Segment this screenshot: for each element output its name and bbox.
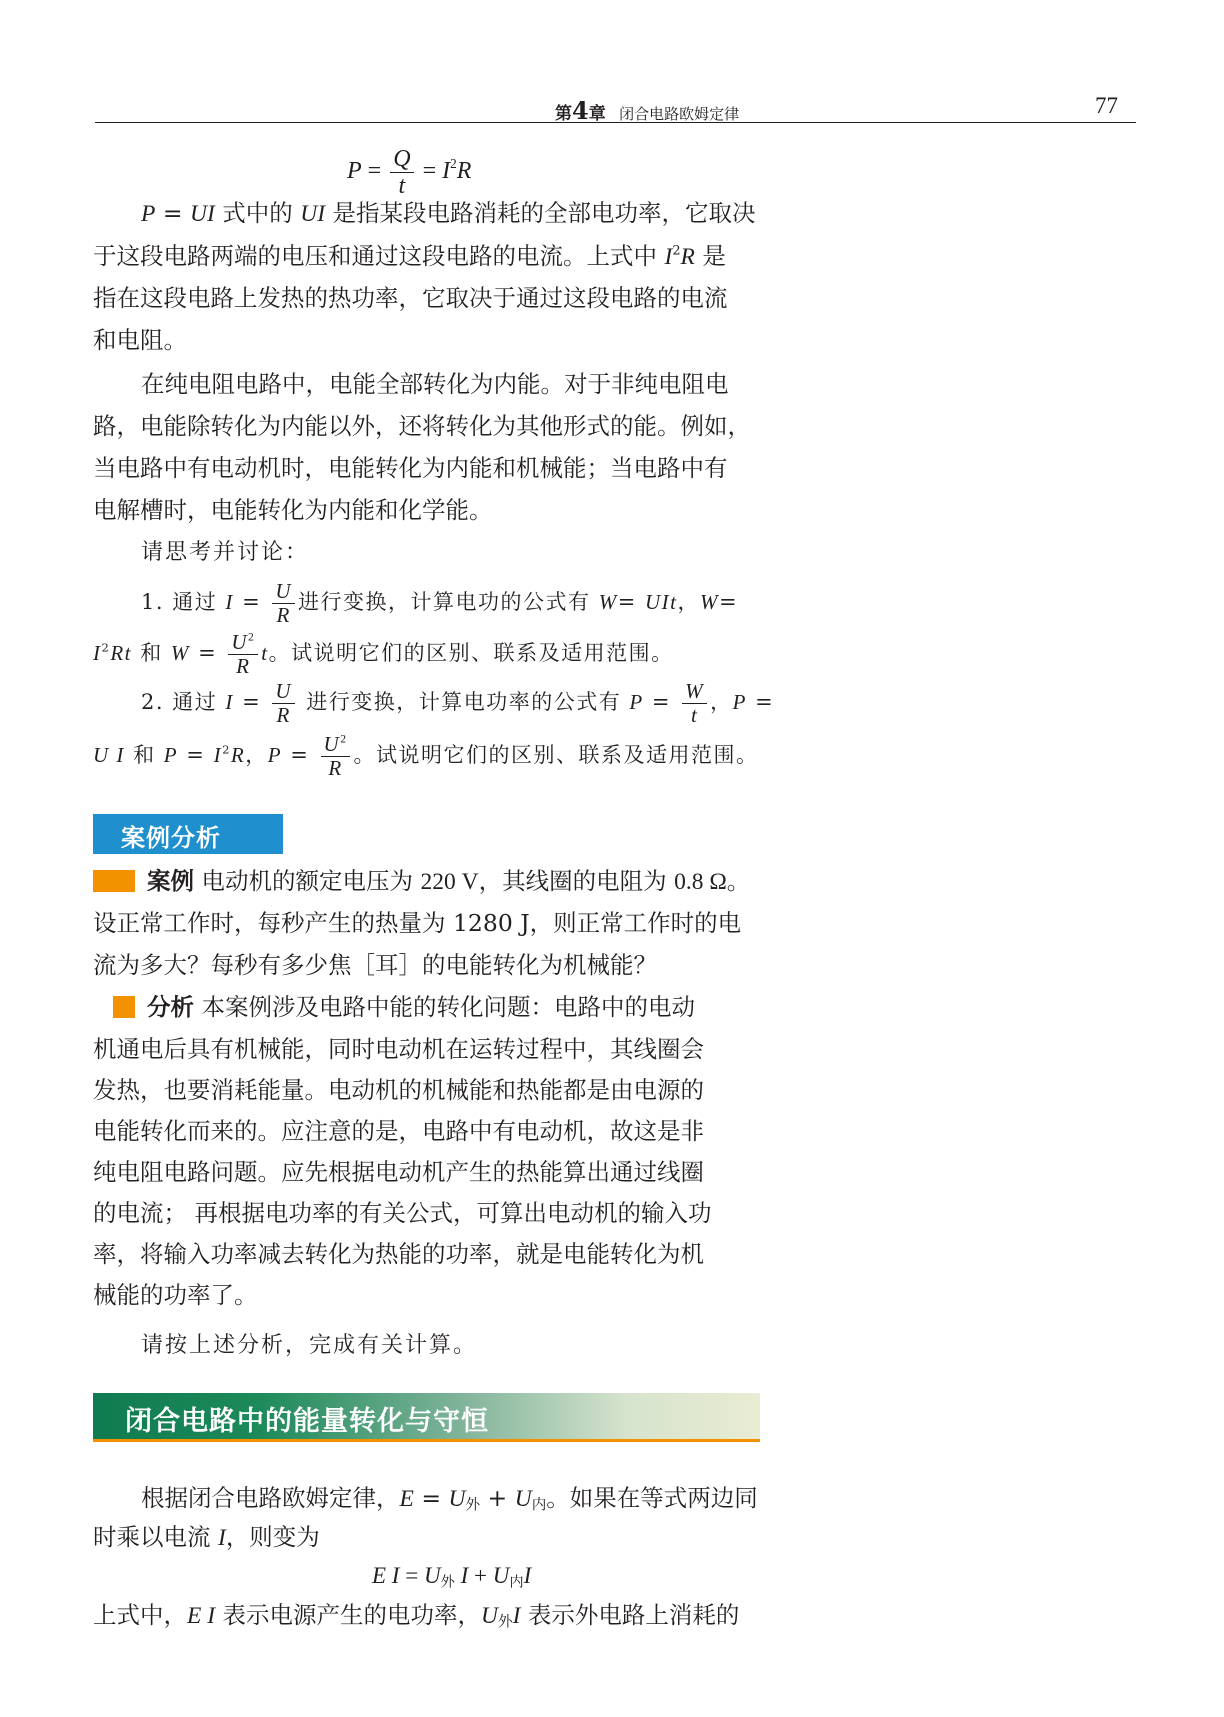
- math-P: P: [732, 690, 747, 714]
- math-U: U: [231, 630, 249, 654]
- math-I: I: [512, 1603, 521, 1629]
- subscript: 外: [498, 1613, 513, 1631]
- formula-exp: 2: [450, 156, 457, 172]
- case-line1: [147, 866, 767, 897]
- fraction-u-over-r: [272, 681, 295, 726]
- analysis-line3: 发热，也要消耗能量。电动机的机械能和热能都是由电源的: [93, 1076, 704, 1104]
- text: 。试说明它们的区别、联系及适用范围。: [353, 743, 759, 767]
- text: 电动机的额定电压为: [201, 867, 421, 895]
- fraction-num: U: [272, 581, 295, 604]
- text: 于这段电路两端的电压和通过这段电路的电流。上式中: [93, 242, 665, 270]
- text: 进行变换，计算电功的公式有: [298, 590, 599, 614]
- math-I: I: [454, 1563, 469, 1588]
- text: 表示电源产生的电功率，: [215, 1601, 482, 1629]
- exp: 2: [672, 243, 681, 259]
- text: 1. 通过: [141, 590, 226, 614]
- analysis-line8: 械能的功率了。: [93, 1281, 258, 1309]
- text: 时乘以电流: [93, 1523, 218, 1551]
- para1-line2: [93, 241, 765, 272]
- fraction-den: R: [276, 603, 291, 627]
- para2-line2: 路，电能除转化为内能以外，还将转化为其他形式的能。例如，: [93, 412, 751, 440]
- math-I: I: [523, 1563, 532, 1588]
- subscript: 内: [509, 1574, 524, 1591]
- math-U: U: [423, 1563, 441, 1588]
- formula-lhs: P: [347, 158, 362, 185]
- text: +: [468, 1563, 493, 1588]
- text: ，: [677, 590, 700, 614]
- text: =: [189, 641, 226, 665]
- para1-line3: 指在这段电路上发热的热功率，它取决于通过这段电路的电流: [93, 284, 728, 312]
- math-UIt: UIt: [644, 590, 678, 614]
- text: 和: [124, 743, 164, 767]
- text: =: [718, 590, 739, 614]
- text: 2. 通过: [141, 690, 226, 714]
- text: 进行变换，计算电功率的公式有: [298, 690, 630, 714]
- case-tag-bar: [93, 870, 135, 892]
- formula-eq: =: [416, 158, 443, 185]
- analysis-line2: 机通电后具有机械能，同时电动机在运转过程中，其线圈会: [93, 1035, 704, 1063]
- math-I: I: [225, 590, 234, 614]
- chapter-title: 闭合电路欧姆定律: [619, 105, 740, 123]
- text: =: [413, 1484, 449, 1512]
- math-R: R: [680, 244, 695, 270]
- para3-line1: [141, 1483, 813, 1514]
- math-I: I: [213, 743, 223, 767]
- math-Rt: Rt: [110, 641, 133, 665]
- text: 。如果在等式两边同: [546, 1484, 758, 1512]
- math-E: E: [399, 1486, 414, 1512]
- math-U: U: [481, 1603, 499, 1629]
- text: 。试说明它们的区别、联系及适用范围。: [268, 641, 674, 665]
- math-P: P: [141, 201, 156, 227]
- text: ，其线圈的电阻为: [478, 867, 675, 895]
- text: =: [399, 1563, 424, 1588]
- running-header: [555, 96, 739, 125]
- text: =: [746, 690, 775, 714]
- text: 式中的: [214, 199, 301, 227]
- text: +: [480, 1484, 515, 1512]
- text: 。: [726, 867, 751, 895]
- exp: 2: [248, 631, 256, 644]
- math-U: U: [448, 1486, 466, 1512]
- page-number: 77: [1095, 93, 1118, 118]
- text: 上式中，: [93, 1601, 187, 1629]
- fraction-u2-over-r: [321, 734, 351, 779]
- analysis-line4: 电能转化而来的。应注意的是，电路中有电动机，故这是非: [93, 1117, 704, 1145]
- fraction-den: R: [236, 654, 251, 678]
- text: =: [233, 590, 270, 614]
- case-line2: 设正常工作时，每秒产生的热量为 1280 J，则正常工作时的电: [93, 909, 742, 937]
- math-P: P: [267, 743, 283, 767]
- text: ，则变为: [225, 1523, 320, 1551]
- section-title: 闭合电路中的能量转化与守恒: [125, 1406, 489, 1437]
- math-P: P: [163, 743, 179, 767]
- math-t: t: [261, 641, 269, 665]
- think-prompt: 请思考并讨论：: [141, 540, 310, 565]
- formula-fraction: [390, 147, 413, 198]
- fraction-den: R: [276, 703, 291, 727]
- math-R: R: [230, 743, 246, 767]
- formula-p-equals: [347, 147, 471, 198]
- math-UI: U I: [93, 743, 125, 767]
- analysis-tag-bar: [113, 996, 135, 1018]
- math-U: U: [492, 1563, 510, 1588]
- para1-line1: [141, 198, 813, 229]
- fraction-u-over-r: [272, 581, 295, 626]
- fraction-u2-over-r: [228, 632, 258, 677]
- text: ，: [245, 743, 268, 767]
- para3-line3: [93, 1600, 765, 1631]
- math-W: W: [598, 590, 618, 614]
- text: =: [178, 743, 214, 767]
- case-label: 案例: [147, 867, 194, 895]
- text: 是: [694, 242, 726, 270]
- fraction-w-over-t: [682, 681, 707, 726]
- text: =: [643, 690, 680, 714]
- think-q1-line2: [93, 632, 765, 677]
- chapter-number: 4: [572, 96, 589, 125]
- para3-line2: [93, 1522, 765, 1553]
- fraction-den: R: [328, 756, 343, 780]
- section-banner-rule: [93, 1439, 760, 1442]
- para1-line4: 和电阻。: [93, 326, 187, 354]
- chapter-prefix: 第: [555, 104, 572, 124]
- exp: 2: [340, 733, 348, 746]
- analysis-label: 分析: [147, 993, 194, 1021]
- think-q1-line1: [141, 581, 813, 626]
- value: 220 V: [420, 869, 479, 895]
- formula-eq: =: [361, 158, 388, 185]
- analysis-line7: 率，将输入功率减去转化为热能的功率，就是电能转化为机: [93, 1240, 704, 1268]
- math-U: U: [323, 732, 341, 756]
- exp: 2: [222, 742, 231, 757]
- math-I: I: [664, 244, 673, 270]
- math-EI: E I: [187, 1603, 216, 1629]
- fraction-num: Q: [390, 147, 413, 173]
- chapter-suffix: 章: [588, 104, 606, 124]
- text: ，: [710, 690, 733, 714]
- text: 是指某段电路消耗的全部电功率，它取决: [325, 199, 756, 227]
- fraction-den: t: [398, 173, 406, 199]
- math-P: P: [629, 690, 644, 714]
- think-q2-line2: [93, 734, 765, 779]
- analysis-closing: 请按上述分析，完成有关计算。: [141, 1333, 478, 1358]
- para2-line3: 当电路中有电动机时，电能转化为内能和机械能；当电路中有: [93, 454, 728, 482]
- analysis-line5: 纯电阻电路问题。应先根据电动机产生的热能算出通过线圈: [93, 1158, 704, 1186]
- para2-line4: 电解槽时，电能转化为内能和化学能。: [93, 496, 493, 524]
- math-I: I: [93, 641, 102, 665]
- subscript: 内: [531, 1496, 547, 1514]
- math-I: I: [225, 690, 234, 714]
- text: 和: [132, 641, 171, 665]
- fraction-num: W: [682, 681, 707, 704]
- banner-title: 案例分析: [121, 824, 221, 852]
- fraction-num: [228, 632, 258, 655]
- math-EI: E I: [372, 1563, 400, 1588]
- math-U: U: [514, 1486, 532, 1512]
- energy-equation: [372, 1563, 531, 1589]
- text: =: [282, 743, 318, 767]
- fraction-den: t: [690, 703, 699, 727]
- analysis-line1: [147, 992, 767, 1022]
- subscript: 外: [465, 1496, 481, 1514]
- formula-I: I: [442, 158, 451, 185]
- header-rule: [95, 122, 1136, 123]
- math-UI: UI: [190, 201, 215, 227]
- text: =: [233, 690, 270, 714]
- math-W: W: [170, 641, 190, 665]
- text: 根据闭合电路欧姆定律，: [141, 1484, 400, 1512]
- fraction-num: [321, 734, 351, 757]
- text: =: [155, 199, 190, 227]
- math-UI: UI: [300, 201, 326, 227]
- formula-R: R: [456, 158, 472, 185]
- analysis-line6: 的电流； 再根据电功率的有关公式，可算出电动机的输入功: [93, 1199, 712, 1227]
- para2-line1: 在纯电阻电路中，电能全部转化为内能。对于非纯电阻电: [141, 370, 729, 398]
- text: 本案例涉及电路中能的转化问题：电路中的电动: [201, 993, 695, 1021]
- case-line3: 流为多大？每秒有多少焦［耳］的电能转化为机械能？: [93, 951, 657, 979]
- math-W: W: [699, 590, 719, 614]
- subscript: 外: [440, 1574, 455, 1591]
- math-I: I: [217, 1525, 226, 1551]
- text: 表示外电路上消耗的: [520, 1601, 740, 1629]
- think-q2-line1: [141, 681, 813, 726]
- text: =: [617, 590, 645, 614]
- exp: 2: [101, 640, 111, 655]
- case-analysis-banner: [93, 814, 283, 854]
- value: 0.8 Ω: [674, 869, 727, 895]
- section-banner: [93, 1393, 760, 1439]
- fraction-num: U: [272, 681, 295, 704]
